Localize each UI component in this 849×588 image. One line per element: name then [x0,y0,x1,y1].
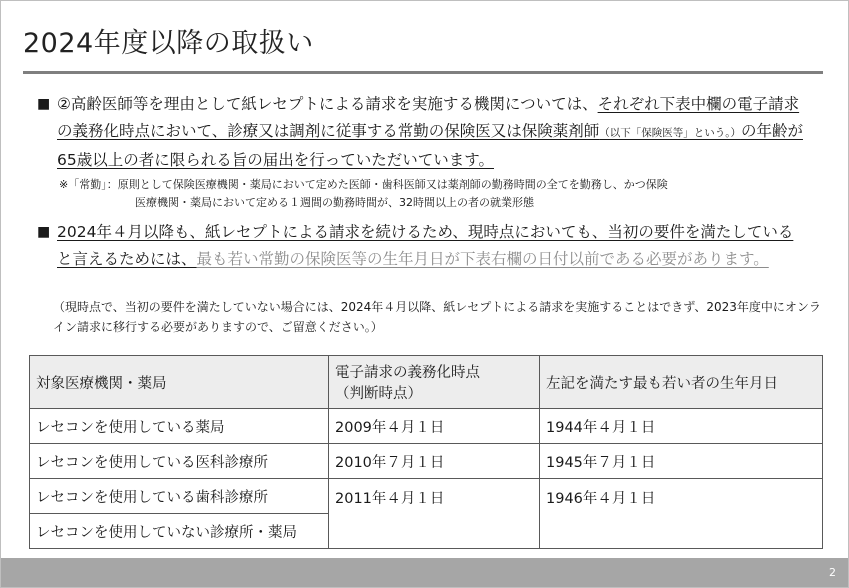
table-cell-date: 2011年４月１日 [329,479,540,549]
table-row [30,444,823,479]
footer-bar [1,558,848,587]
table-cell-facility: レセコンを使用している薬局 [30,409,329,444]
table-cell-facility: レセコンを使用している医科診療所 [30,444,329,479]
table-cell-birthdate: 1945年７月１日 [540,444,823,479]
table-header-row [30,356,823,409]
table-cell-date: 2010年７月１日 [329,444,540,479]
bullet-2-caution: （現時点で、当初の要件を満たしていない場合には、2024年４月以降、紙レセプトによる請求を実施することはできず、2023年度中にオンライン請求に移行する必要がありますので、ご留意ください。） [53,300,821,334]
table-header-facility: 対象医療機関・薬局 [30,356,329,409]
bullet-square-icon: ■ [37,224,51,240]
table-cell-date: 2009年４月１日 [329,409,540,444]
bullet-2 [37,219,807,273]
bullet-1-text [57,91,807,174]
bullet-2-underlined: 2024年４月以降も、紙レセプトによる請求を続けるため、現時点においても、当初の要件を満たしていると言えるためには、 [57,223,794,268]
table-header-birthdate: 左記を満たす最も若い者の生年月日 [540,356,823,409]
bullet-2-text [57,219,807,273]
bullet-1-underlined-end: の年齢が65歳以上の者に限られる旨の届出を行っていただいています。 [57,122,803,169]
bullet-1-underlined: それぞれ下表中欄の電子請求の義務化時点において、診療又は調剤に従事する常勤の保険医又は保険薬剤師 [57,95,800,140]
table-cell-facility: レセコンを使用している歯科診療所 [30,479,329,514]
eligibility-table [29,355,823,549]
footnote-jokin [59,176,819,212]
table-cell-facility: レセコンを使用していない診療所・薬局 [30,514,329,549]
table-row [30,479,823,514]
footnote-line-2: 医療機関・薬局において定める１週間の勤務時間が、32時間以上の者の就業形態 [135,196,534,209]
table-cell-birthdate: 1946年４月１日 [540,479,823,549]
bullet-1-intro: ②高齢医師等を理由として紙レセプトによる請求を実施する機関については、 [57,95,598,113]
table-header-date: 電子請求の義務化時点 （判断時点） [329,356,540,409]
table-cell-birthdate: 1944年４月１日 [540,409,823,444]
page-number: 2 [829,566,836,579]
page-title: 2024年度以降の取扱い [23,28,314,59]
footnote-line-1: ※「常勤」：原則として保険医療機関・薬局において定めた医師・歯科医師又は薬剤師の勤務時間の全てを勤務し、かつ保険 [59,178,668,191]
bullet-2-underlined-gray: 最も若い常勤の保険医等の生年月日が下表右欄の日付以前である必要があります。 [196,250,769,268]
bullet-1-abbrev-note: （以下「保険医等」という。） [599,127,741,139]
table-row [30,409,823,444]
bullet-square-icon: ■ [37,96,51,112]
bullet-1 [37,91,807,174]
title-divider [23,71,823,74]
